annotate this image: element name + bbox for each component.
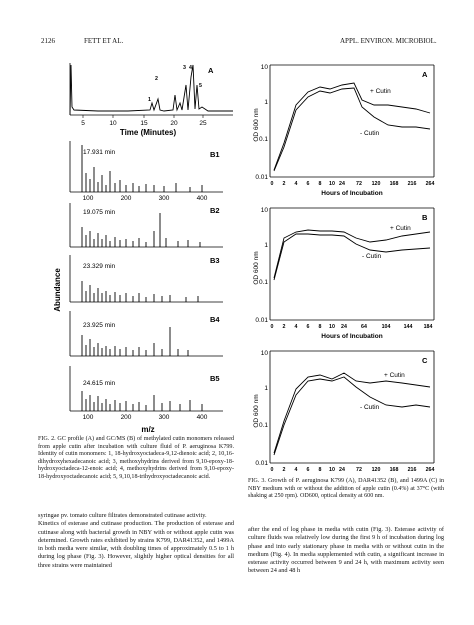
fig3-y-label-b: OD 600 nm xyxy=(253,251,260,285)
svg-text:168: 168 xyxy=(389,467,399,473)
series-minus-cutin-c xyxy=(274,377,430,455)
svg-text:0.01: 0.01 xyxy=(255,460,268,467)
panel-letter-b5: B5 xyxy=(210,374,220,383)
series-minus-cutin-b xyxy=(274,234,430,280)
svg-text:120: 120 xyxy=(371,467,381,473)
series-plus-cutin-c xyxy=(274,373,430,453)
svg-text:Hours of Incubation: Hours of Incubation xyxy=(321,333,383,340)
svg-text:0.01: 0.01 xyxy=(255,174,268,181)
figure-2 xyxy=(38,55,238,447)
fig3-y-label-a: OD 600 nm xyxy=(253,108,260,142)
svg-text:100: 100 xyxy=(82,195,94,202)
svg-text:100: 100 xyxy=(82,414,94,421)
svg-text:168: 168 xyxy=(389,181,399,187)
svg-text:144: 144 xyxy=(403,324,413,330)
svg-text:64: 64 xyxy=(361,324,367,330)
svg-text:6: 6 xyxy=(306,181,310,187)
svg-text:8: 8 xyxy=(318,467,322,473)
svg-text:4: 4 xyxy=(294,324,298,330)
peak-label-3: 3 xyxy=(183,65,186,71)
ms-panel-b1 xyxy=(70,141,223,202)
svg-text:20: 20 xyxy=(170,120,178,127)
svg-text:10: 10 xyxy=(329,324,335,330)
series-plus-cutin-a xyxy=(274,83,430,170)
page-number: 2126 xyxy=(41,37,55,45)
label-plus-cutin-a: + Cutin xyxy=(370,88,391,95)
svg-text:104: 104 xyxy=(381,324,391,330)
series-minus-cutin-a xyxy=(274,88,430,171)
fig3-panel-b xyxy=(253,207,434,340)
label-minus-cutin-a: - Cutin xyxy=(360,130,380,137)
peak-label-5: 5 xyxy=(199,83,202,89)
fig2-caption: FIG. 2. GC profile (A) and GC/MS (B) of methylated cutin monomers released from apple cutin after incubation with culture fluid of P. aeruginosa K799. Identity of cutin monomers: 1, 18-hydroxyoctadeca-9,12-dienoic acid; 2, 10,16-dihydroxyhexadecanoic acid; 3, methoxyhydrins derived from 9,10-epoxy-18-hydroxyoctadeca-12-enoic acid; 4, methoxyhydrins derived from 9,10-epoxy-18-hydroxyoctadecanoic acid; 5, 9,10,18-trihydroxyoctadecanoic acid. xyxy=(38,436,234,480)
svg-text:8: 8 xyxy=(318,181,322,187)
svg-text:24: 24 xyxy=(339,467,345,473)
svg-text:2: 2 xyxy=(282,181,286,187)
svg-text:10: 10 xyxy=(260,350,268,357)
gc-x-axis-label: Time (Minutes) xyxy=(119,128,177,137)
series-plus-cutin-b xyxy=(274,230,430,278)
label-minus-cutin-c: - Cutin xyxy=(360,404,380,411)
label-minus-cutin-b: - Cutin xyxy=(362,253,382,260)
svg-text:6: 6 xyxy=(306,324,310,330)
ms-x-axis-label: m/z xyxy=(141,425,155,434)
svg-text:400: 400 xyxy=(196,195,208,202)
fig2-panel-a xyxy=(70,63,233,137)
fig3-panel-letter-c: C xyxy=(422,356,428,365)
fig3-caption: FIG. 3. Growth of P. aeruginosa K799 (A), DAR41352 (B), and 1499A (C) in NBY medium with or without the addition of apple cutin (0.4%) at 37°C (with shaking at 250 rpm). OD600, optical density at 600 nm. xyxy=(248,478,444,500)
svg-text:72: 72 xyxy=(356,467,362,473)
svg-text:10: 10 xyxy=(329,467,335,473)
fig3-panel-a xyxy=(253,64,434,197)
ms-time-b2: 19.075 min xyxy=(83,209,116,216)
ms-y-axis-label: Abundance xyxy=(53,268,62,312)
peak-label-2: 2 xyxy=(155,76,158,82)
svg-text:120: 120 xyxy=(371,181,381,187)
running-head-journal: APPL. ENVIRON. MICROBIOL. xyxy=(340,37,437,45)
svg-text:24: 24 xyxy=(339,181,345,187)
svg-text:264: 264 xyxy=(425,181,435,187)
body-text-left: syringae pv. tomato culture filtrates demonstrated cutinase activity. Kinetics of esterase and cutinase production. The production of esterase and cutinase along with bacterial growth in NBY with or without apple cutin was determined. Growth rates exhibited by strains K799, DAR41352, and 1499A in both media were similar, with doubling times of approximately 0.5 to 1 h during log phase (Fig. 3). However, slightly higher optical densities for all three strains were maintained xyxy=(38,512,234,569)
svg-text:4: 4 xyxy=(294,467,298,473)
svg-text:0.1: 0.1 xyxy=(258,422,268,429)
fig3-panel-letter-b: B xyxy=(422,213,428,222)
ms-time-b1: 17.931 min xyxy=(83,149,116,156)
svg-text:216: 216 xyxy=(407,181,417,187)
svg-text:400: 400 xyxy=(196,414,208,421)
svg-text:1: 1 xyxy=(264,99,268,106)
svg-text:4: 4 xyxy=(294,181,298,187)
ms-time-b3: 23.329 min xyxy=(83,263,116,270)
ms-panel-b5 xyxy=(70,366,223,434)
svg-text:10: 10 xyxy=(260,207,268,214)
svg-text:72: 72 xyxy=(356,181,362,187)
svg-text:0: 0 xyxy=(270,181,274,187)
panel-letter-b1: B1 xyxy=(210,150,220,159)
panel-letter-b2: B2 xyxy=(210,206,220,215)
svg-text:2: 2 xyxy=(282,467,286,473)
svg-text:2: 2 xyxy=(282,324,286,330)
svg-text:24: 24 xyxy=(341,324,347,330)
panel-letter-b4: B4 xyxy=(210,315,220,324)
svg-text:1: 1 xyxy=(264,385,268,392)
peak-label-4: 4 xyxy=(189,65,192,71)
panel-letter-b3: B3 xyxy=(210,256,220,265)
svg-text:8: 8 xyxy=(318,324,322,330)
svg-text:15: 15 xyxy=(140,120,148,127)
label-plus-cutin-c: + Cutin xyxy=(384,372,405,379)
ms-time-b5: 24.615 min xyxy=(83,380,116,387)
svg-text:10: 10 xyxy=(260,64,268,71)
svg-text:1: 1 xyxy=(264,242,268,249)
svg-text:0: 0 xyxy=(270,467,274,473)
svg-text:0: 0 xyxy=(270,324,274,330)
body-text-right: after the end of log phase in media with cutin (Fig. 3). Esterase activity of culture fluids was relatively low during the first 9 h of incubation during log phase and into early stationary phase in media with or without cutin in the medium (Fig. 4). In media supplemented with cutin, a significant increase in esterase activity occurred between 9 and 24 h, with maximum activity seen between 24 and 48 h xyxy=(248,526,444,575)
svg-text:0.01: 0.01 xyxy=(255,317,268,324)
svg-text:0.1: 0.1 xyxy=(258,136,268,143)
ms-panel-b3 xyxy=(70,255,223,302)
ms-panel-b4 xyxy=(70,311,223,356)
svg-text:10: 10 xyxy=(329,181,335,187)
svg-text:Hours of Incubation: Hours of Incubation xyxy=(321,190,383,197)
svg-text:200: 200 xyxy=(120,195,132,202)
fig3-y-label-c: OD 600 nm xyxy=(253,394,260,428)
panel-letter-a: A xyxy=(208,66,214,75)
peak-label-1: 1 xyxy=(148,97,151,103)
svg-text:184: 184 xyxy=(423,324,433,330)
figure-3 xyxy=(244,55,444,475)
svg-text:10: 10 xyxy=(109,120,117,127)
svg-text:264: 264 xyxy=(425,467,435,473)
svg-text:300: 300 xyxy=(158,414,170,421)
svg-text:6: 6 xyxy=(306,467,310,473)
gc-x-ticks xyxy=(81,115,207,127)
ms-panel-b2 xyxy=(70,203,223,247)
svg-text:200: 200 xyxy=(120,414,132,421)
svg-text:0.1: 0.1 xyxy=(258,279,268,286)
svg-text:5: 5 xyxy=(81,120,85,127)
svg-text:300: 300 xyxy=(158,195,170,202)
running-head-authors: FETT ET AL. xyxy=(84,37,124,45)
label-plus-cutin-b: + Cutin xyxy=(390,225,411,232)
ms-time-b4: 23.925 min xyxy=(83,322,116,329)
fig3-panel-letter-a: A xyxy=(422,70,428,79)
svg-text:25: 25 xyxy=(199,120,207,127)
svg-text:216: 216 xyxy=(407,467,417,473)
fig3-panel-c xyxy=(253,350,434,475)
